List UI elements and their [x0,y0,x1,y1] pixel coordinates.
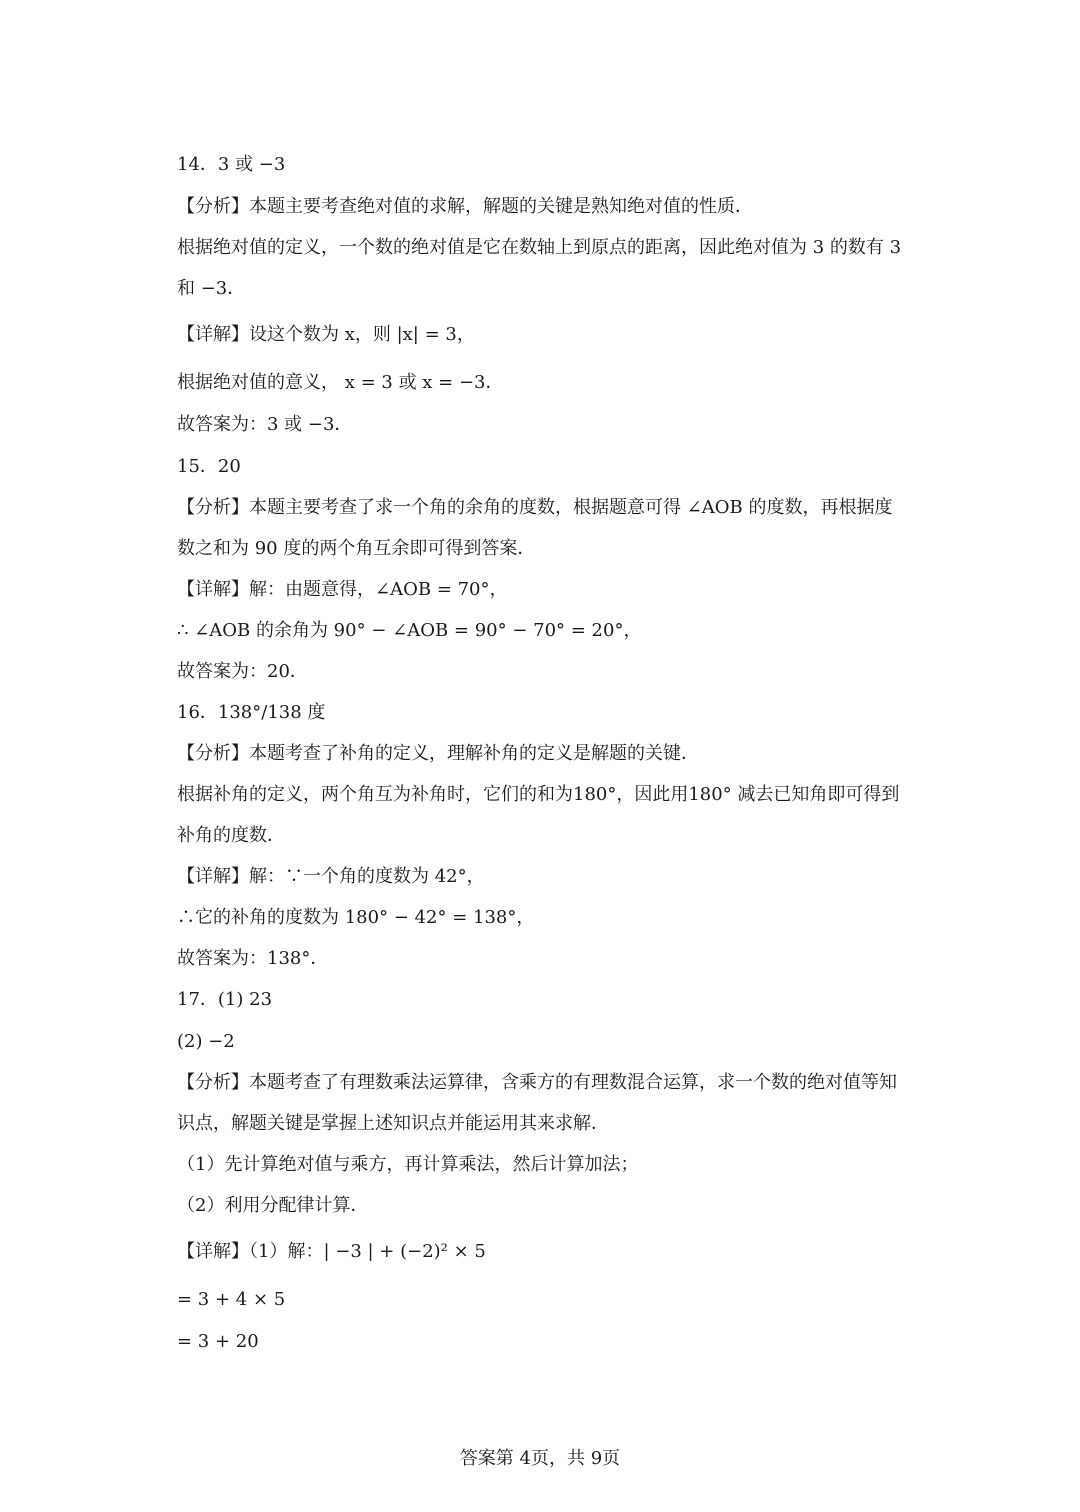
q14-detail: 【详解】设这个数为 x，则 |x| = 3， [177,324,475,345]
q16-detail-line2: ∴它的补角的度数为 180° − 42° = 138°， [177,907,535,928]
q16-analysis-line2: 根据补角的定义，两个角互为补角时，它们的和为180°，因此用180° 减去已知角即可得到 [177,784,900,805]
q14-conclusion: 故答案为：3 或 −3． [177,414,353,435]
q15-detail: 【详解】解：由题意得，∠AOB = 70°， [177,579,508,600]
q14-answer: 14．3 或 −3 [177,154,286,175]
q17-step-2: = 3 + 20 [177,1331,259,1352]
q14-analysis-line2: 根据绝对值的定义，一个数的绝对值是它在数轴上到原点的距离，因此绝对值为 3 的数有 3 [177,237,902,258]
q17-analysis-line2: 识点，解题关键是掌握上述知识点并能运用其来求解． [177,1113,609,1134]
q17-analysis-line4: （2）利用分配律计算． [177,1195,369,1216]
q17-answer-2: (2) −2 [177,1031,235,1052]
q17-detail: 【详解】（1）解：| −3 | + (−2)² × 5 [177,1241,486,1262]
q17-step-1: = 3 + 4 × 5 [177,1289,286,1310]
q15-answer: 15．20 [177,456,241,477]
page-footer: 答案第 4页，共 9页 [459,1448,621,1469]
q15-detail-line2: ∴ ∠AOB 的余角为 90° − ∠AOB = 90° − 70° = 20°， [177,620,642,641]
q16-conclusion: 故答案为：138°． [177,948,329,969]
q15-conclusion: 故答案为：20． [177,661,308,682]
q16-analysis: 【分析】本题考查了补角的定义，理解补角的定义是解题的关键． [177,743,699,764]
q17-answer-1: 17．(1) 23 [177,989,273,1010]
q14-analysis-line3: 和 −3． [177,278,246,299]
q15-analysis-line2: 数之和为 90 度的两个角互余即可得到答案． [177,538,536,559]
q17-analysis: 【分析】本题考查了有理数乘法运算律，含乘方的有理数混合运算，求一个数的绝对值等知 [177,1072,897,1093]
q16-detail: 【详解】解：∵一个角的度数为 42°， [177,866,485,887]
q14-analysis: 【分析】本题主要考查绝对值的求解，解题的关键是熟知绝对值的性质． [177,196,753,217]
q16-analysis-line3: 补角的度数． [177,825,285,846]
q17-analysis-line3: （1）先计算绝对值与乘方，再计算乘法，然后计算加法； [177,1154,639,1175]
q15-analysis: 【分析】本题主要考查了求一个角的余角的度数，根据题意可得 ∠AOB 的度数，再根据度 [177,497,893,518]
q16-answer: 16．138°/138 度 [177,702,326,723]
q14-detail-line2: 根据绝对值的意义， x = 3 或 x = −3． [177,372,504,393]
